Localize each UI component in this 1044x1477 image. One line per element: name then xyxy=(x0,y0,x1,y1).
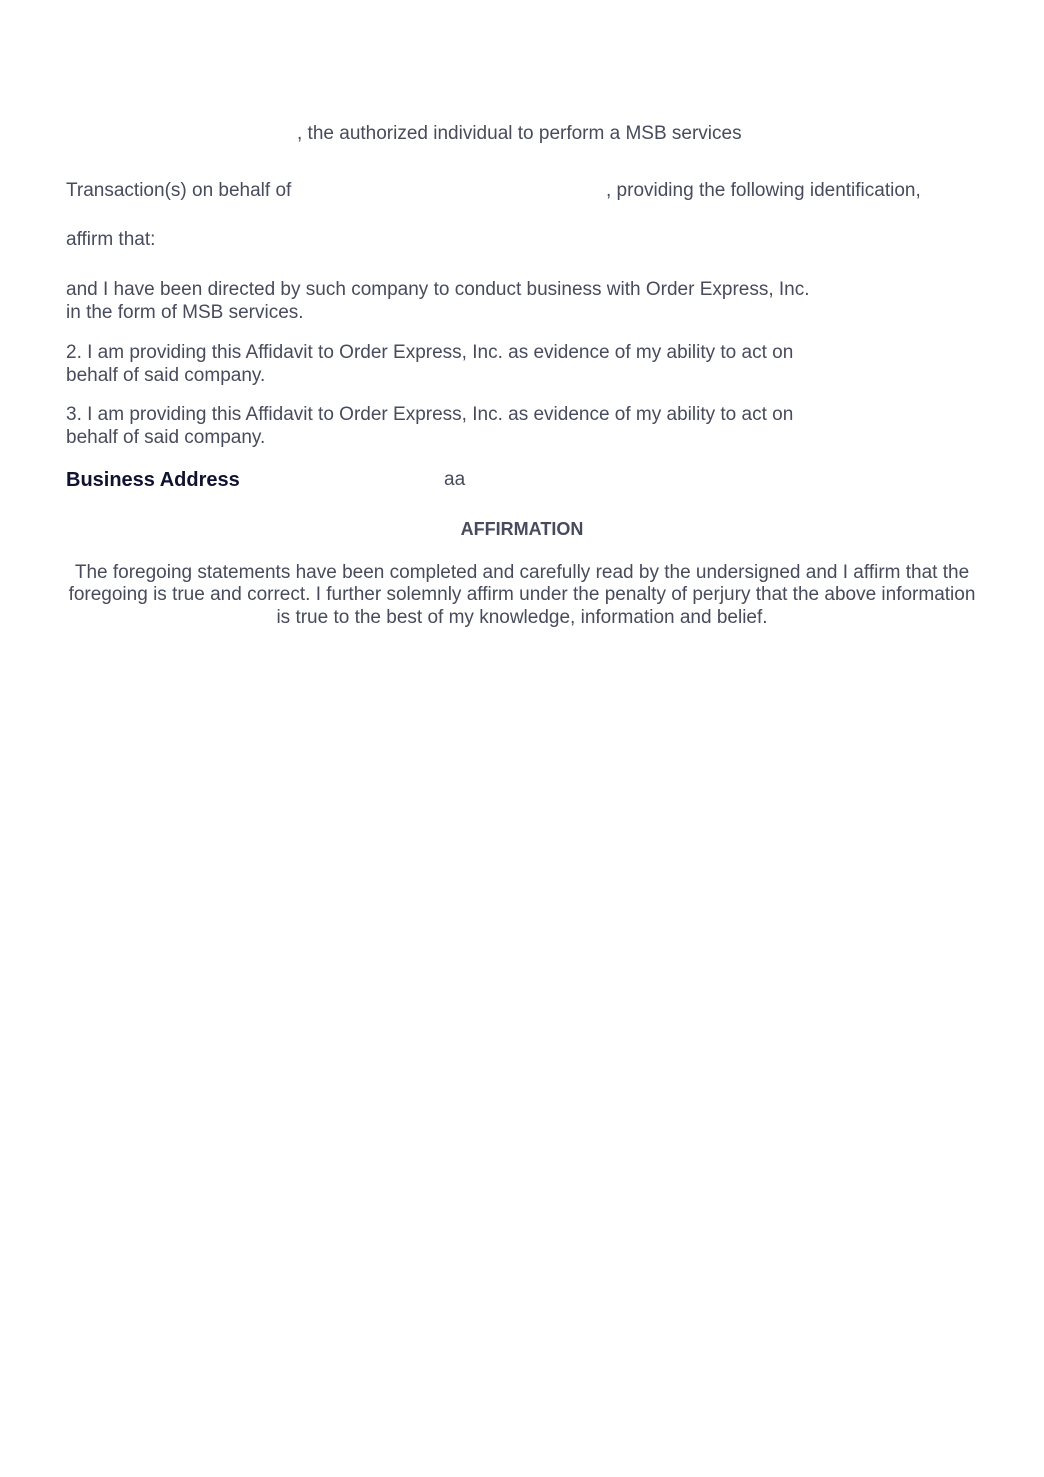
statement-2: 2. I am providing this Affidavit to Order Express, Inc. as evidence of my ability to act on behalf of said company. xyxy=(66,342,794,386)
name-field-blank[interactable] xyxy=(66,123,294,145)
transaction-prefix: Transaction(s) on behalf of xyxy=(66,180,292,201)
affirmation-title: AFFIRMATION xyxy=(460,519,584,539)
statement-1: and I have been directed by such company to conduct business with Order Express, Inc. in the form of MSB services. xyxy=(66,279,810,323)
statement-3: 3. I am providing this Affidavit to Order Express, Inc. as evidence of my ability to act on behalf of said company. xyxy=(66,404,794,448)
authorized-line: , the authorized individual to perform a MSB services xyxy=(297,123,742,144)
affirm-that-label: affirm that: xyxy=(66,229,156,250)
business-address-label: Business Address xyxy=(66,469,240,491)
transaction-suffix: , providing the following identification, xyxy=(606,180,921,201)
affirmation-body: The foregoing statements have been completed and carefully read by the undersigned and I affirm that the foregoing is true and correct. I further solemnly affirm under the penalty of perjury that the above information is true to the best of my knowledge, information and belief. xyxy=(68,562,976,628)
business-address-value: aa xyxy=(444,469,466,490)
company-field-blank[interactable] xyxy=(302,180,602,202)
